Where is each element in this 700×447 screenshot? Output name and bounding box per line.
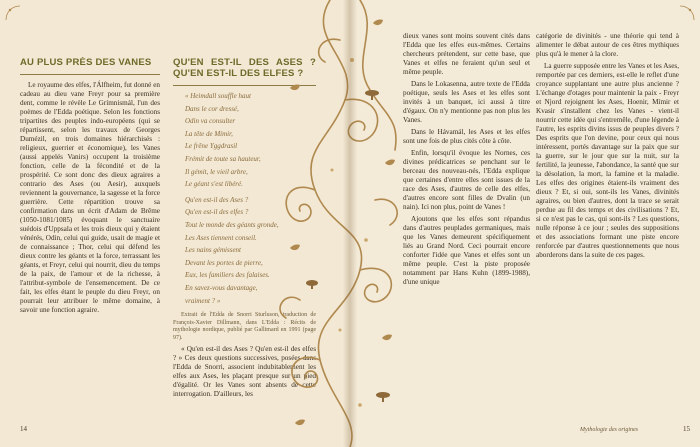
poem-stanza-1 [177,92,316,190]
poem-line: Tout le monde des géants gronde, [185,220,279,229]
title-rule [20,74,160,75]
poem-line: Qu'en est-il des Ases ? [185,195,249,204]
paragraph: catégorie de divinités - une théorie qui tend à alimenter le débat autour de ces êtres mythiques plus qu'à le mener à la clore. [536,32,679,58]
poem-line: Dans le cor dressé, [185,104,239,113]
poem-line: Les nains gémissent [185,246,241,255]
paragraph: Dans le Hávamál, les Ases et les elfes sont une fois de plus cités côte à côte. [403,128,530,145]
poem-line: Le géant s'est libéré. [185,180,243,189]
paragraph: Ajoutons que les elfes sont répandus dans d'autres peuplades germaniques, mais que les Vanes demeurent spécifiquement liés au Grand Nord. Ceci pourrait encore conforter l'idée que Vanes et elfes sont un même peuple. C'est la piste proposée notamment par Hans Kuhn (1899-1988), d'une unique [403,215,530,286]
paragraph: « Qu'en est-il des Ases ? Qu'en est-il des elfes ? » Ces deux questions successives, posées dans l'Edda de Snorri, associent indubitablement les elfes aux Ases, les plaçant presque sur un pied d'égalité. Or les Vanes sont absents de cette interrogation. D'ailleurs, les [173,345,316,399]
title-rule [173,85,316,86]
poem-stanza-2 [177,196,316,306]
left-column [20,57,160,427]
paragraph: dieux vanes sont moins souvent cités dans l'Edda que les elfes eux-mêmes. Certains chercheurs prétendent, sur cette base, que Vanes et elfes ne feraient qu'un seul et même peuple. [403,32,530,76]
poem-line: Qu'en est-il des elfes ? [185,208,249,217]
corner-ornament-icon [4,4,22,22]
poem-line: Il gémit, le vieil arbre, [185,167,248,176]
poem-line: Frémit de toute sa hauteur, [185,154,261,163]
section-title-ases: QU'EN EST-IL DES ASES ? QU'EN EST-IL DES ELFES ? [173,57,316,79]
poem-line: Le frêne Yggdrasil [185,142,238,151]
paragraph: La guerre supposée entre les Vanes et les Ases, remportée par ces derniers, est-elle le reflet d'une croyance supplantant une autre plus ancienne ? L'échange d'otages pour maintenir la paix - Freyr et Njord rejoignent les Ases, Hoenir, Mímir et Kvasir s'installent chez les Vanes - vient-il nourrir cette idée qui s'entremêle, d'une légende à l'autre, les esprits divins issus de peuples divers ? Des esprits que l'on devine, pour ceux qui nous intéressent, portés davantage sur la paix que sur la guerre, sur le jour que sur la nuit, sur la fertilité, la jeunesse, l'abondance, la santé que sur la désolation, la mort, la famine et la maladie. Les elfes des origines étaient-ils vraiment des dieux ? Et, si oui, sont-ils les Vanes, divinités agraires, ou bien d'autres, dont la trace se serait perdue au fil des temps et des civilisations ? Et, si ce n'est pas le cas, qui sont-ils ? Les questions, nulle réponse à ce jour ; seules des suppositions et des associations formant une piste encore renforcée par d'autres questionnements que nous aborderons dans la suite de ces pages. [536,62,679,259]
poem-line: Devant les portes de pierre, [185,258,263,267]
poem-line: vraiment ? » [185,296,221,305]
paragraph: Le royaume des elfes, l'Álfheim, fut donné en cadeau au dieu vane Freyr pour sa première dent, comme le révèle Le Grímnismál, l'un des poèmes de l'Edda poétique. Selon les fonctions tripartites des peuples indo-européens (qui se répartissent, selon les travaux de Georges Dumézil, en trois domaines hiérarchisés : religieux, guerrier et économique), les Vanes (aussi appelés Vanirs) occupent la troisième fonction, celle de la fécondité et de la prospérité. Ce sont donc des dieux agraires a contrario des Ases (ou Aesir), auxquels reviennent la gouvernance, la sagesse et la force guerrière. Cette répartition trouve sa confirmation dans un écrit d'Adam de Brême (1050-1081/1085) évoquant le sanctuaire suédois d'Uppsala et les trois dieux qui y étaient vénérés, Odin, celui qui guide, usait de magie et de connaissance ; Thor, celui qui défend les dieux contre les géants et la force, terrassant les géants, et Freyr, celui qui nourrit, dieu du temps de la paix, de l'amour et de la richesse, à l'attribut-symbole de l'ensemencement. De ce fait, les elfes étant le peuple du dieu Freyr, on pourrait leur attribuer le même domaine, à savoir une fonction agraire. [20,81,160,314]
poem-line: La tête de Mímir, [185,129,233,138]
paragraph: Dans le Lokasenna, autre texte de l'Edda poétique, seuls les Ases et les elfes sont invités à un banquet, ici aussi à titre d'égaux. On n'y mentionne pas non plus les Vanes. [403,80,530,124]
page-number-left: 14 [20,425,27,433]
center-column [173,57,316,427]
paragraph: Enfin, lorsqu'il évoque les Nornes, ces divines prédicatrices se penchant sur le berceau des nouveau-nés, l'Edda explique que certaines d'entre elles sont issues de la race des Ases, d'autres de celle des elfes, d'autres encore sont filles de Dvalin (un nain). Ici non plus, point de Vanes ! [403,149,530,211]
running-footer: Mythologie des origines [580,427,638,433]
poem-line: Odin va consulter [185,117,236,126]
poem-line: « Heimdall souffle haut [185,92,251,100]
page-number-right: 15 [683,425,690,433]
section-title-vanes: AU PLUS PRÈS DES VANES [20,57,152,68]
right-column-2 [536,32,679,427]
poem-line: Eux, les familiers des falaises. [185,271,270,280]
right-column-1 [403,32,530,427]
poem-caption: Extrait de l'Edda de Snorri Sturluson, traduction de François-Xavier Dillmann, dans L'Edda : Récits de mythologie nordique, publié par Gallimard en 1991 (page 97). [173,312,316,341]
book-gutter [343,0,357,447]
corner-ornament-icon [678,4,696,22]
poem-line: En savez-vous davantage, [185,283,258,292]
poem-line: Les Ases tiennent conseil. [185,233,257,242]
right-page [350,0,700,447]
